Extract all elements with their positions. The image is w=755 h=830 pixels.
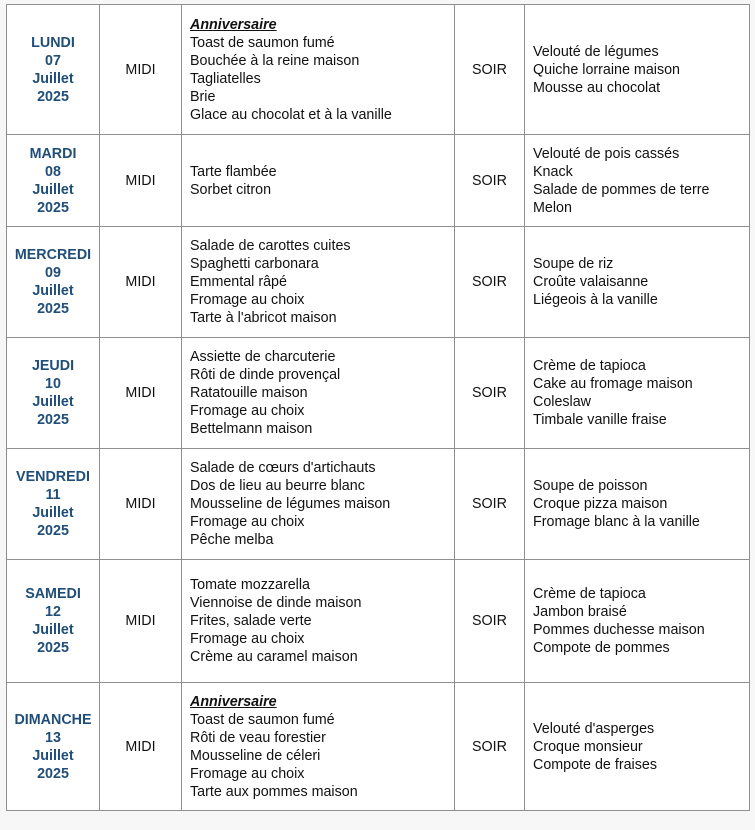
day-year: 2025 [37,88,69,105]
lunch-cell [182,135,455,227]
lunch-cell [182,560,455,683]
lunch-dish: Tarte flambée [190,163,277,180]
day-month: Juillet [32,70,74,87]
lunch-dish: Emmental râpé [190,274,287,290]
soir-label: SOIR [455,5,525,135]
day-number: 09 [45,265,61,281]
day-name: JEUDI [31,358,75,374]
day-cell [7,227,100,338]
midi-label: MIDI [100,227,182,338]
lunch-dish: Viennoise de dinde maison [190,595,362,611]
lunch-dish: Salade de carottes cuites [190,238,351,254]
dinner-dish: Pommes duchesse maison [533,622,705,638]
day-name: LUNDI [31,34,75,51]
day-year: 2025 [37,765,69,782]
dinner-dish: Coleslaw [533,394,592,410]
day-cell [7,683,100,811]
soir-label: SOIR [455,683,525,811]
midi-label: MIDI [100,560,182,683]
dinner-dish: Crème de tapioca [533,358,646,374]
lunch-dish: Tomate mozzarella [190,577,310,593]
lunch-dish: Bettelmann maison [190,421,313,437]
day-cell [7,135,100,227]
dinner-dish: Jambon braisé [533,604,627,620]
lunch-dish: Tarte aux pommes maison [190,783,358,800]
dinner-cell [525,135,750,227]
dinner-dish: Timbale vanille fraise [533,412,667,428]
midi-label: MIDI [100,449,182,560]
dinner-cell [525,683,750,811]
day-number: 10 [45,376,61,392]
dinner-dish: Melon [533,199,572,216]
dinner-dish: Crème de tapioca [533,586,646,602]
lunch-dish: Rôti de dinde provençal [190,367,341,383]
lunch-dish: Assiette de charcuterie [190,349,336,365]
dinner-dish: Compote de fraises [533,756,657,773]
lunch-dish: Fromage au choix [190,403,305,419]
soir-label: SOIR [455,227,525,338]
lunch-dish: Toast de saumon fumé [190,34,335,51]
day-name: MERCREDI [14,247,92,263]
lunch-dish: Salade de cœurs d'artichauts [190,460,376,476]
dinner-dish: Croque monsieur [533,738,643,755]
weekly-menu-table [6,4,750,811]
dinner-dish: Cake au fromage maison [533,376,693,392]
lunch-dish: Mousseline de céleri [190,747,321,764]
day-row-lundi [7,5,750,135]
midi-label: MIDI [100,683,182,811]
day-row-mardi [7,135,750,227]
midi-label: MIDI [100,338,182,449]
lunch-dish: Pêche melba [190,532,274,548]
day-name: VENDREDI [16,469,90,485]
lunch-dish: Fromage au choix [190,765,305,782]
day-year: 2025 [37,301,69,317]
day-month: Juillet [32,181,74,198]
lunch-dish: Tagliatelles [190,70,261,87]
dinner-cell [525,338,750,449]
dinner-cell [525,449,750,560]
soir-label: SOIR [455,560,525,683]
dinner-dish: Croûte valaisanne [533,274,649,290]
midi-label: MIDI [100,5,182,135]
dinner-dish: Mousse au chocolat [533,79,661,96]
lunch-dish: Brie [190,88,216,105]
lunch-dish: Bouchée à la reine maison [190,52,360,69]
lunch-cell [182,338,455,449]
day-row-dimanche [7,683,750,811]
dinner-dish: Knack [533,163,573,180]
dinner-dish: Compote de pommes [533,640,670,656]
lunch-dish: Ratatouille maison [190,385,308,401]
day-name: DIMANCHE [14,711,92,728]
dinner-dish: Croque pizza maison [533,496,668,512]
dinner-cell [525,5,750,135]
day-name: SAMEDI [25,586,81,602]
day-number: 07 [45,52,61,69]
midi-label: MIDI [100,135,182,227]
day-row-samedi [7,560,750,683]
dinner-cell [525,227,750,338]
lunch-dish: Glace au chocolat et à la vanille [190,106,392,123]
lunch-special: Anniversaire [190,693,277,710]
dinner-dish: Fromage blanc à la vanille [533,514,700,530]
lunch-dish: Tarte à l'abricot maison [190,310,337,326]
dinner-dish: Velouté d'asperges [533,720,655,737]
day-month: Juillet [32,283,74,299]
dinner-dish: Velouté de pois cassés [533,145,680,162]
lunch-dish: Fromage au choix [190,514,305,530]
day-year: 2025 [37,199,69,216]
day-year: 2025 [37,523,69,539]
day-cell [7,338,100,449]
lunch-dish: Spaghetti carbonara [190,256,319,272]
lunch-cell [182,683,455,811]
day-month: Juillet [32,394,74,410]
lunch-cell [182,5,455,135]
day-number: 08 [45,163,61,180]
lunch-dish: Sorbet citron [190,181,272,198]
soir-label: SOIR [455,338,525,449]
lunch-dish: Toast de saumon fumé [190,711,335,728]
dinner-dish: Velouté de légumes [533,43,659,60]
dinner-dish: Salade de pommes de terre [533,181,710,198]
day-name: MARDI [29,145,77,162]
soir-label: SOIR [455,449,525,560]
day-month: Juillet [32,747,74,764]
lunch-special: Anniversaire [190,16,277,33]
lunch-dish: Mousseline de légumes maison [190,496,391,512]
lunch-cell [182,227,455,338]
day-cell [7,449,100,560]
lunch-cell [182,449,455,560]
lunch-dish: Crème au caramel maison [190,649,358,665]
dinner-cell [525,560,750,683]
lunch-dish: Fromage au choix [190,631,305,647]
day-number: 11 [45,487,61,503]
day-number: 13 [45,729,61,746]
day-year: 2025 [37,412,69,428]
day-month: Juillet [32,505,74,521]
day-year: 2025 [37,640,69,656]
lunch-dish: Frites, salade verte [190,613,312,629]
dinner-dish: Quiche lorraine maison [533,61,681,78]
lunch-dish: Rôti de veau forestier [190,729,326,746]
day-cell [7,5,100,135]
day-cell [7,560,100,683]
lunch-dish: Dos de lieu au beurre blanc [190,478,365,494]
day-row-mercredi [7,227,750,338]
day-row-vendredi [7,449,750,560]
dinner-dish: Soupe de riz [533,256,614,272]
day-number: 12 [45,604,61,620]
soir-label: SOIR [455,135,525,227]
lunch-dish: Fromage au choix [190,292,305,308]
dinner-dish: Liégeois à la vanille [533,292,658,308]
day-row-jeudi [7,338,750,449]
day-month: Juillet [32,622,74,638]
dinner-dish: Soupe de poisson [533,478,648,494]
